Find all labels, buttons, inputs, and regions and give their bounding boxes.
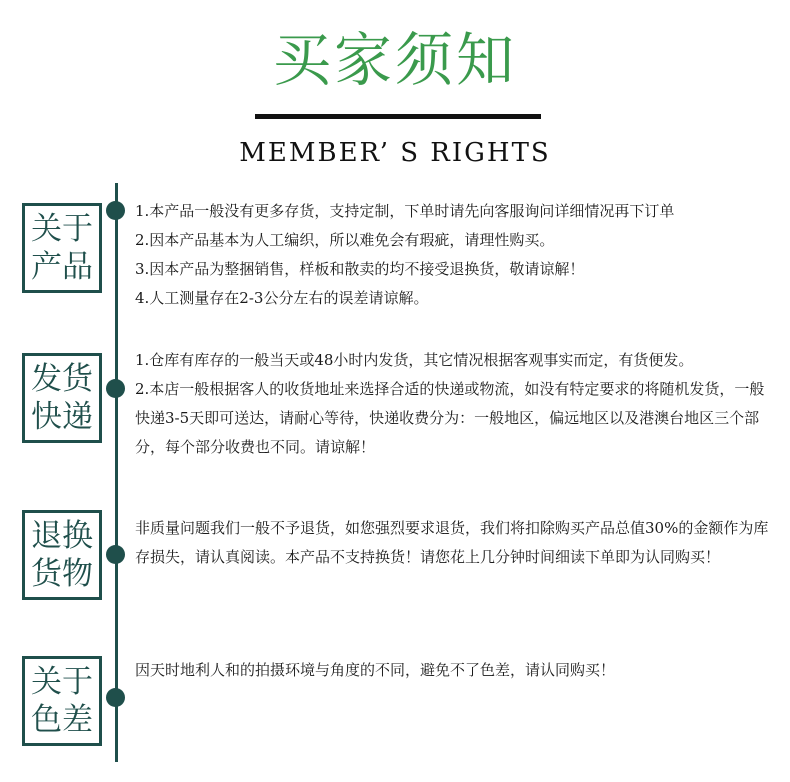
tag-line: 发货 [31, 361, 93, 397]
section-tag-color [22, 656, 102, 746]
section-product-text [135, 197, 775, 313]
section-shipping-text [135, 346, 775, 462]
timeline-dot [106, 688, 125, 707]
tag-line: 关于 [31, 664, 93, 700]
section-returns-text [135, 514, 775, 572]
list-item: 非质量问题我们一般不予退货，如您强烈要求退货，我们将扣除购买产品总值30%的金额作为库存损失，请认真阅读。本产品不支持换货！请您花上几分钟时间细读下单即为认同购买！ [135, 519, 769, 566]
section-tag-returns [22, 510, 102, 600]
list-item: 2.因本产品基本为人工编织，所以难免会有瑕疵，请理性购买。 [135, 231, 555, 249]
section-tag-shipping [22, 353, 102, 443]
section-tag-product [22, 203, 102, 293]
list-item: 2.本店一般根据客人的收货地址来选择合适的快递或物流，如没有特定要求的将随机发货，一般快递3-5天即可送达，请耐心等待，快递收费分为：一般地区，偏远地区以及港澳台地区三个部分，每个部分收费也不同。请谅解！ [135, 380, 765, 456]
timeline-line [115, 183, 118, 762]
list-item: 1.仓库有库存的一般当天或48小时内发货，其它情况根据客观事实而定，有货便发。 [135, 351, 694, 369]
tag-line: 快递 [31, 399, 93, 435]
timeline-dot [106, 545, 125, 564]
page-subtitle: MEMBER’ S RIGHTS [239, 138, 551, 168]
list-item: 1.本产品一般没有更多存货，支持定制，下单时请先向客服询问详细情况再下订单 [135, 202, 675, 220]
tag-line: 色差 [31, 702, 93, 738]
tag-line: 退换 [31, 518, 93, 554]
section-color-text [135, 656, 775, 685]
list-item: 因天时地利人和的拍摄环境与角度的不同，避免不了色差，请认同购买！ [135, 661, 616, 679]
tag-line: 产品 [31, 249, 93, 285]
title-underline [255, 114, 541, 119]
tag-line: 关于 [31, 211, 93, 247]
page-title: 买家须知 [272, 26, 517, 94]
timeline-dot [106, 201, 125, 220]
list-item: 3.因本产品为整捆销售，样板和散卖的均不接受退换货，敬请谅解！ [135, 260, 585, 278]
list-item: 4.人工测量存在2-3公分左右的误差请谅解。 [135, 289, 429, 307]
tag-line: 货物 [31, 556, 93, 592]
timeline-dot [106, 379, 125, 398]
